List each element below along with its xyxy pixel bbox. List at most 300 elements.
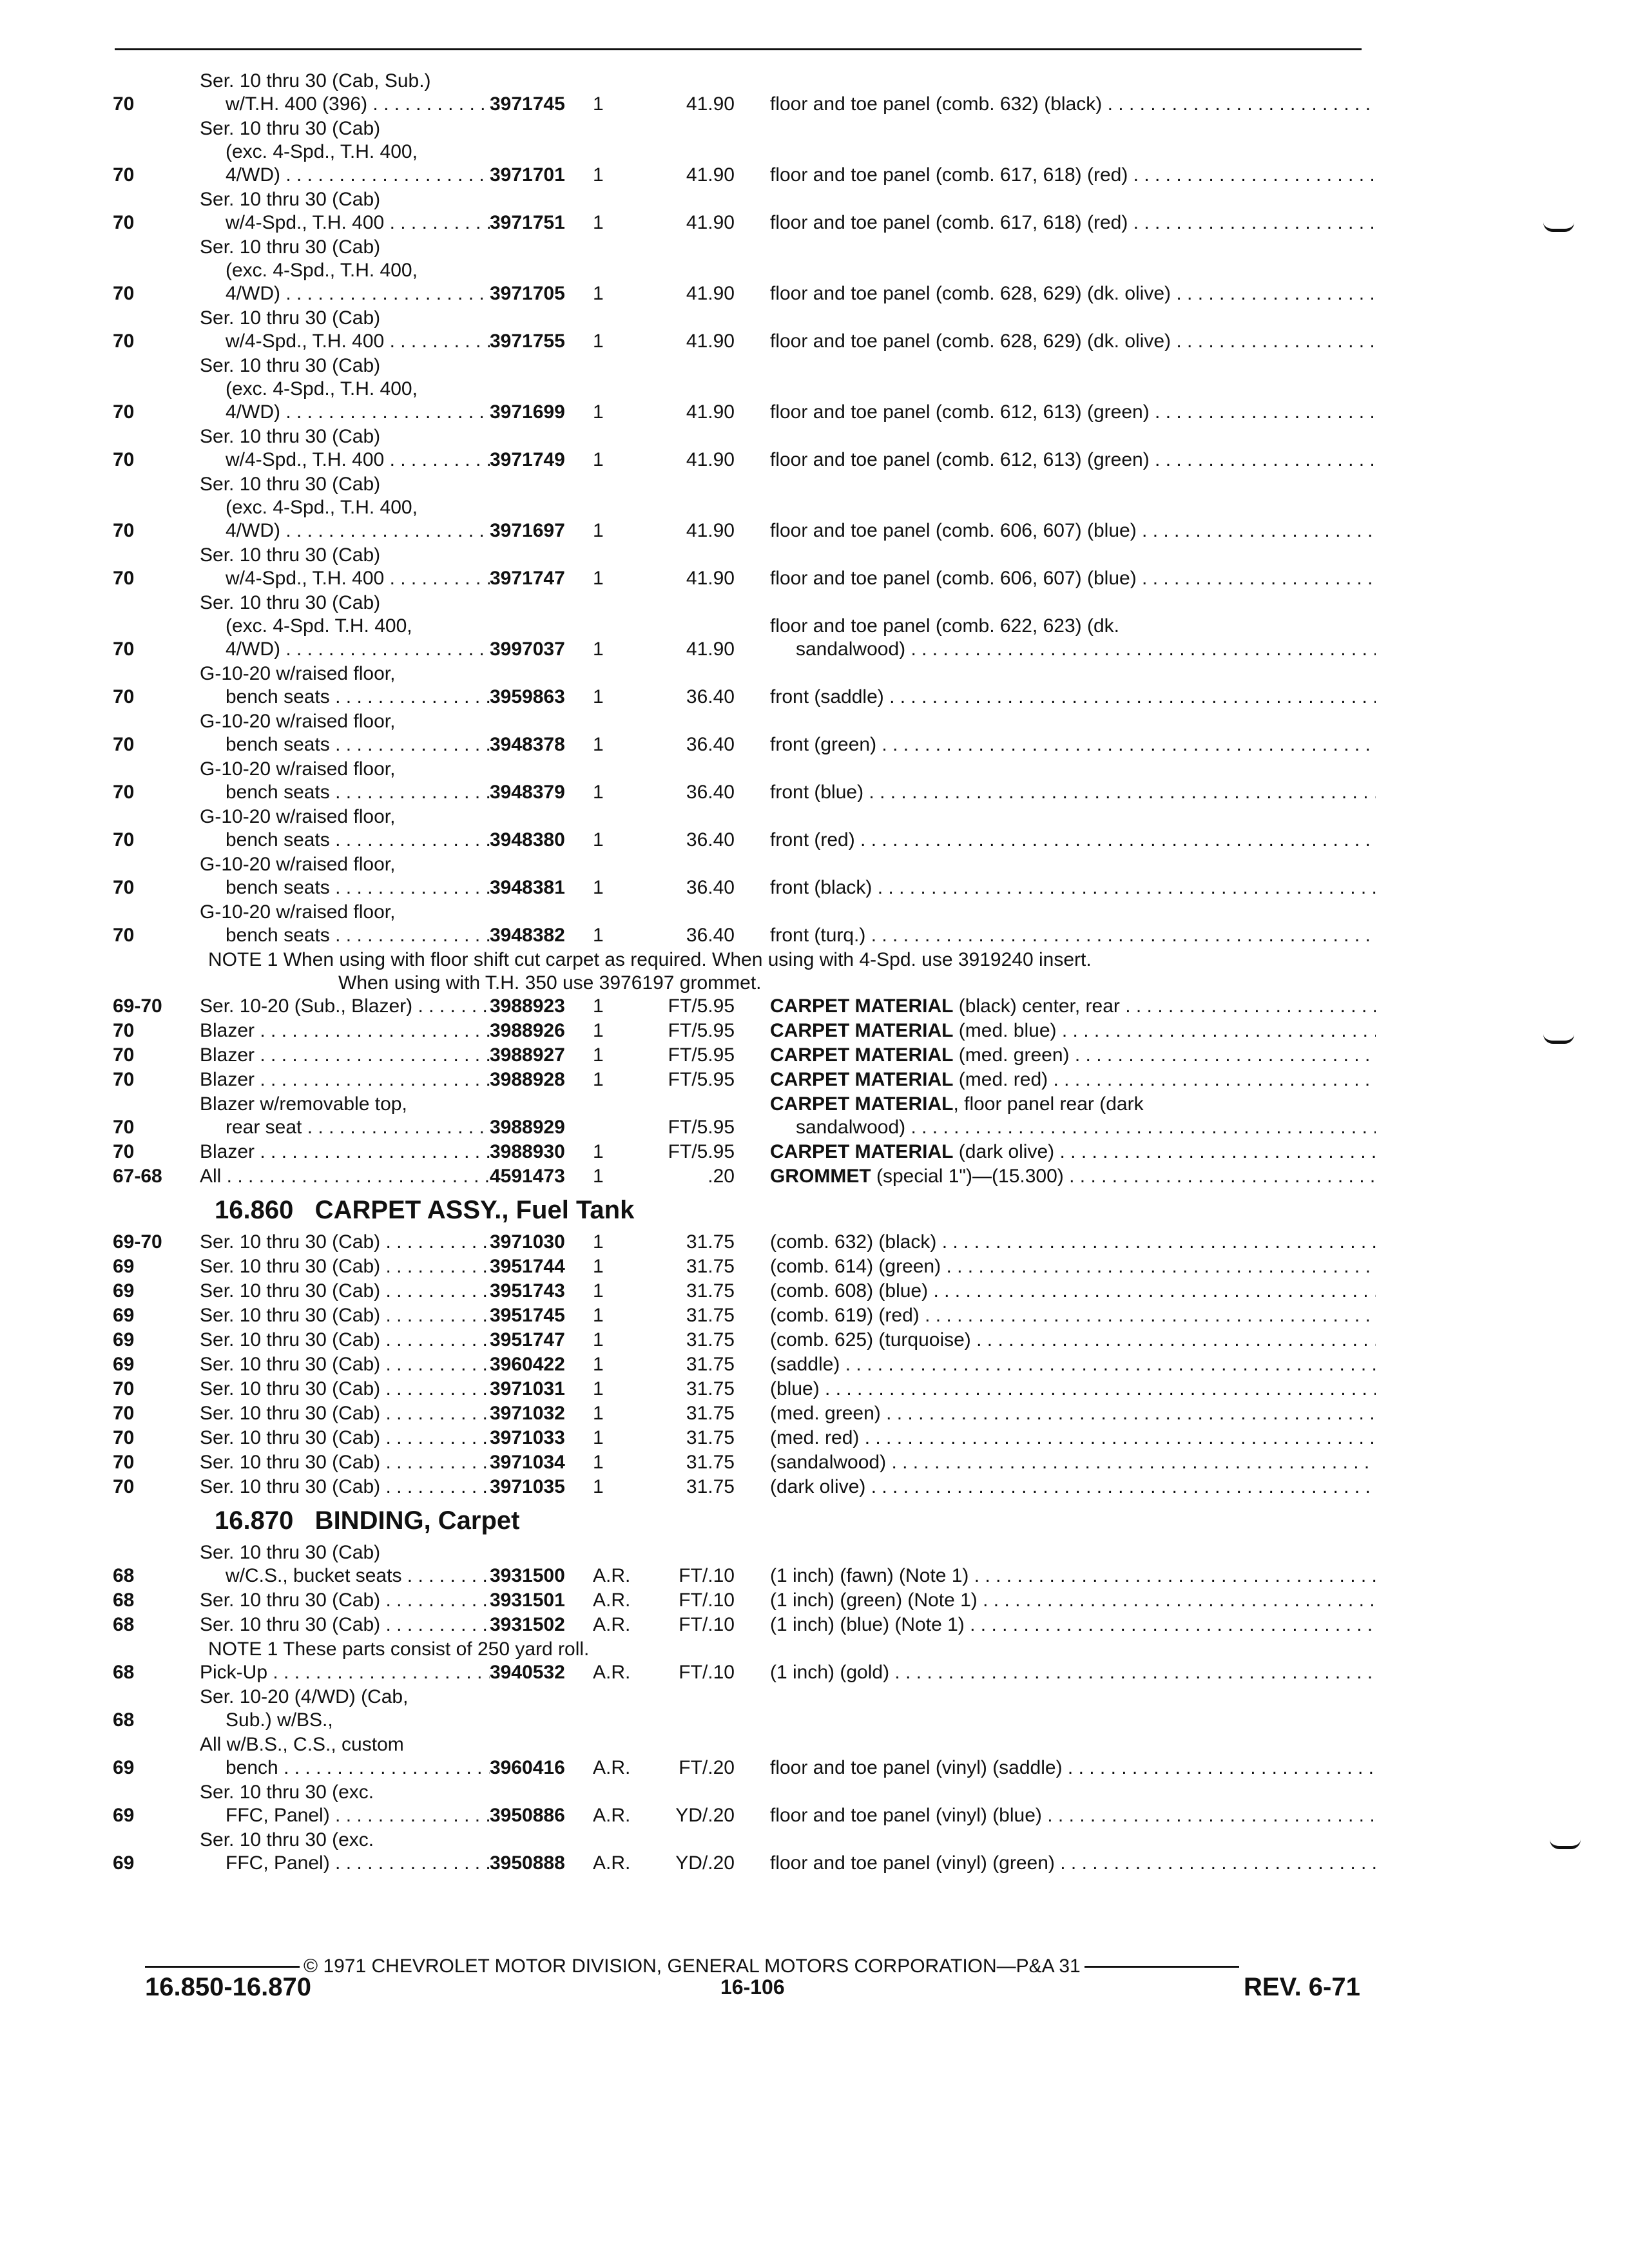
description <box>770 995 1376 1018</box>
model-year: 70 <box>113 331 135 352</box>
quantity: A.R. <box>593 1565 631 1586</box>
description <box>770 615 1376 661</box>
application-line: bench seats <box>226 686 330 707</box>
model-year: 70 <box>113 1117 135 1138</box>
part-name: CARPET MATERIAL <box>770 1093 954 1115</box>
description <box>770 1378 1376 1401</box>
application <box>200 425 490 472</box>
quantity: 1 <box>593 1354 604 1375</box>
price: FT/5.95 <box>668 1117 735 1138</box>
description <box>770 448 1376 472</box>
part-entry <box>113 1165 1376 1188</box>
application <box>200 758 490 804</box>
description-line: (1 inch) (gold) <box>770 1662 890 1683</box>
application <box>200 354 490 424</box>
model-year: 70 <box>113 877 135 898</box>
quantity: 1 <box>593 1452 604 1473</box>
part-number: 3971745 <box>490 93 565 115</box>
application-line: bench seats <box>226 782 330 803</box>
part-entry <box>113 1686 1376 1732</box>
part-number: 3948379 <box>490 782 565 803</box>
model-year: 68 <box>113 1614 135 1635</box>
application-line: bench seats <box>226 829 330 850</box>
application <box>200 1475 490 1499</box>
price: FT/.20 <box>679 1757 735 1778</box>
quantity: 1 <box>593 686 604 707</box>
price: 36.40 <box>686 734 735 755</box>
model-year: 68 <box>113 1709 135 1731</box>
application-line: Ser. 10 thru 30 (Cab) <box>200 1256 381 1277</box>
model-year: 70 <box>113 401 135 423</box>
application-line: Ser. 10 thru 30 (Cab) <box>200 1305 381 1326</box>
model-year: 69 <box>113 1757 135 1778</box>
footer-rule-left <box>145 1966 300 1968</box>
description-line: front (blue) <box>770 782 864 803</box>
description <box>770 401 1376 424</box>
part-entry <box>113 1378 1376 1401</box>
application-line: Pick-Up <box>200 1662 268 1683</box>
model-year: 70 <box>113 568 135 589</box>
quantity: 1 <box>593 1256 604 1277</box>
application-line: 4/WD) <box>226 283 280 304</box>
model-year: 70 <box>113 1476 135 1497</box>
footer-page-number: 16-106 <box>720 1975 785 1999</box>
price: 41.90 <box>686 639 735 660</box>
application-line: G-10-20 w/raised floor, <box>200 758 396 780</box>
application <box>200 1589 490 1612</box>
description <box>770 1804 1376 1827</box>
model-year: 70 <box>113 1403 135 1424</box>
part-number: 3959863 <box>490 686 565 707</box>
part-entry <box>113 1304 1376 1327</box>
part-name: CARPET MATERIAL <box>770 995 954 1017</box>
binding-carpet-group-2 <box>113 1661 1376 1875</box>
application-line: Ser. 10 thru 30 (Cab) <box>200 355 381 376</box>
part-entry <box>113 805 1376 852</box>
price: 36.40 <box>686 829 735 850</box>
description <box>770 1280 1376 1303</box>
price: 31.75 <box>686 1427 735 1448</box>
application-line: Ser. 10 thru 30 (Cab) <box>200 189 381 210</box>
description <box>770 211 1376 235</box>
quantity: 1 <box>593 1280 604 1302</box>
application-line: Ser. 10 thru 30 (exc. <box>200 1829 374 1850</box>
price: 36.40 <box>686 782 735 803</box>
carpet-floor-toe-panel-group <box>113 70 1376 947</box>
quantity: A.R. <box>593 1590 631 1611</box>
quantity: 1 <box>593 1166 604 1187</box>
description-line: (1 inch) (blue) (Note 1) <box>770 1614 965 1635</box>
application <box>200 1613 490 1637</box>
model-year: 70 <box>113 93 135 115</box>
quantity: 1 <box>593 1476 604 1497</box>
application-line: Ser. 10 thru 30 (Cab) <box>200 236 381 258</box>
application-line: 4/WD) <box>226 520 280 541</box>
part-entry <box>113 1733 1376 1780</box>
description <box>770 829 1376 852</box>
price: 31.75 <box>686 1378 735 1399</box>
description <box>770 1756 1376 1780</box>
application-line: Ser. 10 thru 30 (Cab) <box>200 1354 381 1375</box>
part-number: 3988923 <box>490 995 565 1017</box>
price: 31.75 <box>686 1476 735 1497</box>
application-line: bench seats <box>226 734 330 755</box>
quantity: 1 <box>593 164 604 186</box>
application <box>200 1304 490 1327</box>
quantity: A.R. <box>593 1852 631 1874</box>
application-line: G-10-20 w/raised floor, <box>200 806 396 827</box>
part-number: 3971031 <box>490 1378 565 1399</box>
description <box>770 1661 1376 1684</box>
part-entry <box>113 473 1376 543</box>
application <box>200 1541 490 1588</box>
description-line: floor and toe panel (comb. 606, 607) (blue) <box>770 520 1137 541</box>
model-year: 70 <box>113 212 135 233</box>
application-line: 4/WD) <box>226 639 280 660</box>
model-year: 70 <box>113 782 135 803</box>
part-number: 3950888 <box>490 1852 565 1874</box>
description <box>770 686 1376 709</box>
part-entry <box>113 1280 1376 1303</box>
part-entry <box>113 544 1376 590</box>
application-line: Ser. 10 thru 30 (Cab) <box>200 1452 381 1473</box>
part-entry <box>113 1589 1376 1612</box>
application-line: w/T.H. 400 (396) <box>226 93 368 115</box>
model-year: 69-70 <box>113 995 162 1017</box>
quantity: A.R. <box>593 1614 631 1635</box>
price: 41.90 <box>686 331 735 352</box>
quantity: 1 <box>593 1305 604 1326</box>
description <box>770 1165 1376 1188</box>
note-binding: NOTE 1 These parts consist of 250 yard roll. <box>208 1639 590 1660</box>
application <box>200 805 490 852</box>
application <box>200 1329 490 1352</box>
application <box>200 544 490 590</box>
description-line: (special 1")—(15.300) <box>871 1166 1064 1187</box>
quantity: A.R. <box>593 1757 631 1778</box>
part-number: 3951744 <box>490 1256 565 1277</box>
part-number: 3997037 <box>490 639 565 660</box>
description-line: (med. red) <box>770 1427 860 1448</box>
part-entry <box>113 1068 1376 1091</box>
description-line: floor and toe panel (comb. 617, 618) (red) <box>770 212 1128 233</box>
model-year: 70 <box>113 1452 135 1473</box>
quantity: 1 <box>593 782 604 803</box>
application <box>200 1231 490 1254</box>
part-entry <box>113 1427 1376 1450</box>
description-line: floor and toe panel (comb. 612, 613) (green) <box>770 401 1150 423</box>
description <box>770 1140 1376 1164</box>
part-number: 3940532 <box>490 1662 565 1683</box>
price: 41.90 <box>686 283 735 304</box>
model-year: 70 <box>113 449 135 470</box>
top-rule <box>115 48 1362 50</box>
quantity: A.R. <box>593 1662 631 1683</box>
part-number: 3988928 <box>490 1069 565 1090</box>
fuel-tank-carpet-group <box>113 1231 1376 1499</box>
application-line: Ser. 10 thru 30 (Cab) <box>200 1590 381 1611</box>
part-entry <box>113 70 1376 116</box>
description <box>770 93 1376 116</box>
application-line: Ser. 10 thru 30 (Cab) <box>200 544 381 566</box>
part-number: 3971034 <box>490 1452 565 1473</box>
part-entry <box>113 1402 1376 1425</box>
binding-carpet-group <box>113 1541 1376 1637</box>
quantity: 1 <box>593 568 604 589</box>
price: FT/5.95 <box>668 1020 735 1041</box>
description-line: (1 inch) (fawn) (Note 1) <box>770 1565 969 1586</box>
part-number: 3950886 <box>490 1805 565 1826</box>
quantity: 1 <box>593 1329 604 1350</box>
application-line: w/C.S., bucket seats <box>226 1565 402 1586</box>
application <box>200 1451 490 1474</box>
price: FT/.10 <box>679 1565 735 1586</box>
application-line: Blazer <box>200 1069 255 1090</box>
price: 31.75 <box>686 1305 735 1326</box>
application-line: (exc. 4-Spd., T.H. 400, <box>226 378 418 399</box>
part-number: 3951745 <box>490 1305 565 1326</box>
part-entry <box>113 995 1376 1018</box>
part-number: 3971032 <box>490 1403 565 1424</box>
description <box>770 164 1376 187</box>
application-line: Blazer <box>200 1141 255 1162</box>
part-name: CARPET MATERIAL <box>770 1044 954 1066</box>
section-heading-16-870: 16.870 BINDING, Carpet <box>215 1506 520 1535</box>
description <box>770 1353 1376 1376</box>
description <box>770 1564 1376 1588</box>
part-number: 3971701 <box>490 164 565 186</box>
part-entry <box>113 1661 1376 1684</box>
part-entry <box>113 591 1376 661</box>
application-line: w/4-Spd., T.H. 400 <box>226 331 385 352</box>
quantity: 1 <box>593 995 604 1017</box>
quantity: 1 <box>593 1427 604 1448</box>
price: YD/.20 <box>675 1852 735 1874</box>
application-line: rear seat <box>226 1117 302 1138</box>
application-line: Ser. 10 thru 30 (Cab) <box>200 1542 381 1563</box>
application <box>200 1165 490 1188</box>
part-number: 3988927 <box>490 1044 565 1066</box>
quantity: 1 <box>593 877 604 898</box>
description-line: floor and toe panel (comb. 617, 618) (red) <box>770 164 1128 186</box>
description-line: (saddle) <box>770 1354 840 1375</box>
part-number: 3988929 <box>490 1117 565 1138</box>
description-line: (med. red) <box>953 1069 1048 1090</box>
application <box>200 853 490 899</box>
application-line: G-10-20 w/raised floor, <box>200 711 396 732</box>
part-entry <box>113 307 1376 353</box>
part-number: 3971705 <box>490 283 565 304</box>
application-line: Ser. 10 thru 30 (Cab) <box>200 1476 381 1497</box>
application <box>200 473 490 543</box>
price: FT/5.95 <box>668 1141 735 1162</box>
price: 41.90 <box>686 212 735 233</box>
part-number: 3971747 <box>490 568 565 589</box>
parts-listing <box>113 70 1376 1876</box>
application-line: (exc. 4-Spd., T.H. 400, <box>226 260 418 281</box>
description-line: floor and toe panel (comb. 622, 623) (dk. <box>770 615 1119 637</box>
part-entry <box>113 354 1376 424</box>
application-line: Ser. 10 thru 30 (Cab) <box>200 1403 381 1424</box>
part-entry <box>113 1019 1376 1043</box>
application-line: Ser. 10-20 (4/WD) (Cab, <box>200 1686 409 1707</box>
price: 31.75 <box>686 1256 735 1277</box>
part-name: GROMMET <box>770 1166 871 1187</box>
quantity: 1 <box>593 829 604 850</box>
application-line: Ser. 10 thru 30 (Cab) <box>200 1329 381 1350</box>
quantity: 1 <box>593 1141 604 1162</box>
price: YD/.20 <box>675 1805 735 1826</box>
margin-mark <box>1543 222 1574 232</box>
description-line: sandalwood) <box>796 639 906 660</box>
application <box>200 1378 490 1401</box>
part-entry <box>113 1231 1376 1254</box>
model-year: 70 <box>113 164 135 186</box>
description <box>770 1068 1376 1091</box>
application <box>200 1353 490 1376</box>
quantity: 1 <box>593 1231 604 1253</box>
description-line: floor and toe panel (vinyl) (blue) <box>770 1805 1042 1826</box>
application-line: w/4-Spd., T.H. 400 <box>226 449 385 470</box>
part-entry <box>113 1353 1376 1376</box>
price: 31.75 <box>686 1329 735 1350</box>
price: 41.90 <box>686 520 735 541</box>
part-number: 3971697 <box>490 520 565 541</box>
description-line: floor and toe panel (comb. 628, 629) (dk. olive) <box>770 331 1171 352</box>
part-number: 3948381 <box>490 877 565 898</box>
part-entry <box>113 1829 1376 1875</box>
footer-revision: REV. 6-71 <box>1244 1973 1360 2001</box>
model-year: 67-68 <box>113 1166 162 1187</box>
part-entry <box>113 117 1376 187</box>
description <box>770 781 1376 804</box>
application-line: All w/B.S., C.S., custom <box>200 1734 404 1755</box>
model-year: 70 <box>113 1141 135 1162</box>
application-line: Ser. 10 thru 30 (Cab) <box>200 426 381 447</box>
application <box>200 70 490 116</box>
part-number: 4591473 <box>490 1166 565 1187</box>
model-year: 70 <box>113 639 135 660</box>
application-line: Ser. 10 thru 30 (Cab) <box>200 1280 381 1302</box>
model-year: 70 <box>113 829 135 850</box>
part-number: 3931501 <box>490 1590 565 1611</box>
application <box>200 662 490 709</box>
part-number: 3948382 <box>490 925 565 946</box>
model-year: 69 <box>113 1852 135 1874</box>
margin-mark <box>1550 1840 1581 1849</box>
quantity: 1 <box>593 1403 604 1424</box>
part-entry <box>113 710 1376 756</box>
application <box>200 1661 490 1684</box>
application <box>200 1402 490 1425</box>
quantity: 1 <box>593 639 604 660</box>
description <box>770 1451 1376 1474</box>
model-year: 68 <box>113 1565 135 1586</box>
price: FT/5.95 <box>668 1069 735 1090</box>
application-line: Blazer <box>200 1044 255 1066</box>
quantity: 1 <box>593 1044 604 1066</box>
application <box>200 1068 490 1091</box>
quantity: 1 <box>593 449 604 470</box>
application-line: Ser. 10 thru 30 (Cab) <box>200 118 381 139</box>
price: 41.90 <box>686 568 735 589</box>
model-year: 70 <box>113 1020 135 1041</box>
footer-copyright: © 1971 CHEVROLET MOTOR DIVISION, GENERAL MOTORS CORPORATION—P&A 31 <box>304 1956 1081 1977</box>
description <box>770 1304 1376 1327</box>
description-line: front (green) <box>770 734 877 755</box>
model-year: 70 <box>113 925 135 946</box>
price: 31.75 <box>686 1280 735 1302</box>
description-line: (med. green) <box>770 1403 881 1424</box>
application-line: (exc. 4-Spd., T.H. 400, <box>226 141 418 162</box>
description <box>770 519 1376 543</box>
description-line: floor and toe panel (comb. 606, 607) (blue) <box>770 568 1137 589</box>
description-line: (comb. 608) (blue) <box>770 1280 929 1302</box>
model-year: 68 <box>113 1662 135 1683</box>
note-1-line-1: NOTE 1 When using with floor shift cut carpet as required. When using with 4-Spd. use 3919240 insert. <box>208 949 1092 970</box>
description <box>770 733 1376 756</box>
application-line: G-10-20 w/raised floor, <box>200 854 396 875</box>
description <box>770 1475 1376 1499</box>
application <box>200 1019 490 1043</box>
application <box>200 117 490 187</box>
margin-mark <box>1543 1034 1574 1044</box>
application-line: 4/WD) <box>226 401 280 423</box>
price: 36.40 <box>686 877 735 898</box>
price: FT/.10 <box>679 1614 735 1635</box>
application <box>200 1427 490 1450</box>
application-line: bench seats <box>226 877 330 898</box>
description-line: , floor panel rear (dark <box>953 1093 1144 1115</box>
application <box>200 236 490 305</box>
model-year: 70 <box>113 520 135 541</box>
model-year: 69 <box>113 1354 135 1375</box>
part-number: 3988930 <box>490 1141 565 1162</box>
application-line: w/4-Spd., T.H. 400 <box>226 568 385 589</box>
quantity: 1 <box>593 212 604 233</box>
application-line: All <box>200 1166 222 1187</box>
model-year: 70 <box>113 283 135 304</box>
part-number: 3951747 <box>490 1329 565 1350</box>
application-line: bench <box>226 1757 278 1778</box>
part-entry <box>113 662 1376 709</box>
footer-rule-right <box>1084 1966 1239 1968</box>
quantity: A.R. <box>593 1805 631 1826</box>
description <box>770 1613 1376 1637</box>
part-entry <box>113 1613 1376 1637</box>
model-year: 69-70 <box>113 1231 162 1253</box>
application-line: Ser. 10-20 (Sub., Blazer) . <box>200 995 423 1017</box>
description <box>770 1231 1376 1254</box>
quantity: 1 <box>593 1020 604 1041</box>
description <box>770 1329 1376 1352</box>
part-entry <box>113 1255 1376 1278</box>
description <box>770 1019 1376 1043</box>
description-line: (dark olive) <box>953 1141 1055 1162</box>
description-line: (black) center, rear <box>953 995 1120 1017</box>
quantity: 1 <box>593 925 604 946</box>
quantity: 1 <box>593 1069 604 1090</box>
application-line: G-10-20 w/raised floor, <box>200 901 396 923</box>
application-line: G-10-20 w/raised floor, <box>200 663 396 684</box>
application <box>200 188 490 235</box>
part-entry <box>113 1475 1376 1499</box>
quantity: 1 <box>593 93 604 115</box>
price: 31.75 <box>686 1354 735 1375</box>
part-number: 3971755 <box>490 331 565 352</box>
application-line: Blazer <box>200 1020 255 1041</box>
application <box>200 1044 490 1067</box>
